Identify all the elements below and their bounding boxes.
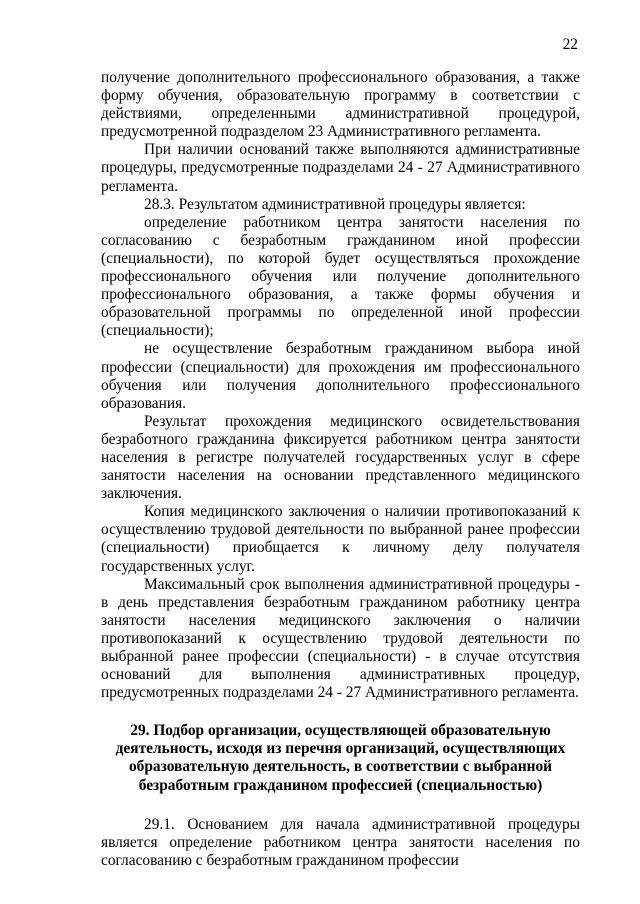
paragraph: 29.1. Основанием для начала административной процедуры является определение работником центра занятости населения по согласованию с безработным гражданином профессии	[101, 815, 580, 869]
paragraph: Максимальный срок выполнения административной процедуры - в день представления безработным гражданином работнику центра занятости населения медицинского заключения о наличии противопоказаний к осуществлению трудовой деятельности по выбранной ранее профессии (специальности) - в случае отсутствия оснований для выполнения административных процедур, предусмотренных подразделами 24 - 27 Административного регламента.	[101, 575, 580, 702]
section-heading: 29. Подбор организации, осуществляющей образовательную деятельность, исходя из перечня организаций, осуществляющих образовательную деятельность, в соответствии с выбранной безработным гражданином профессией (специальностью)	[115, 722, 566, 794]
paragraph: Результат прохождения медицинского освидетельствования безработного гражданина фиксируется работником центра занятости населения в регистре получателей государственных услуг в сфере занятости населения на основании представленного медицинского заключения.	[101, 412, 580, 503]
paragraph: При наличии оснований также выполняются административные процедуры, предусмотренные подразделами 24 - 27 Административного регламента.	[101, 141, 580, 195]
page-number: 22	[562, 36, 578, 53]
paragraph: определение работником центра занятости населения по согласованию с безработным гражданином иной профессии (специальности), по которой будет осуществляться прохождение профессионального обучения или получение дополнительного профессионального образования, а также формы обучения и образовательной программы по определенной иной профессии (специальности);	[101, 213, 580, 340]
page-content	[101, 69, 580, 870]
paragraph: не осуществление безработным гражданином выбора иной профессии (специальности) для прохождения им профессионального обучения или получения дополнительного профессионального образования.	[101, 340, 580, 412]
paragraph: 28.3. Результатом административной процедуры является:	[144, 195, 526, 213]
paragraph: Копия медицинского заключения о наличии противопоказаний к осуществлению трудовой деятельности по выбранной ранее профессии (специальности) приобщается к личному делу получателя государственных услуг.	[101, 503, 580, 575]
paragraph: получение дополнительного профессионального образования, а также форму обучения, образовательную программу в соответствии с действиями, определенными административной процедурой, предусмотренной подразделом 23 Административного регламента.	[101, 69, 580, 141]
